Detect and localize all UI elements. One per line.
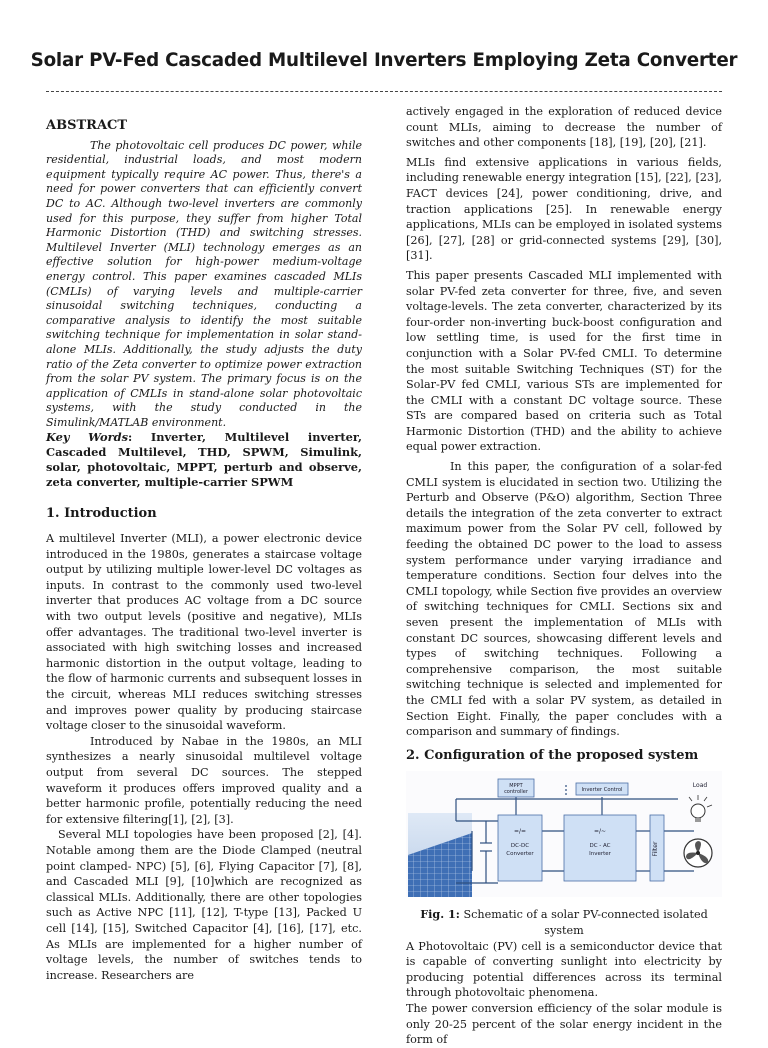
dcdc-label: DC-DC xyxy=(510,843,530,850)
intro-paragraph-7: In this paper, the configuration of a solar-fed CMLI system is elucidated in section two. Utilizing the Perturb and Observe (P&O) algorithm, Section Three details the integration of the zeta converter to extract maximum power from the Solar PV cell, followed by feeding the obtained DC power to the load to assess system performance under varying irradiance and temperature conditions. Section four delves into the CMLI topology, while Section five provides an overview of switching techniques for CMLI. Sections six and seven present the implementation of MLIs with constant DC sources, showcasing different levels and types of switching techniques. Following a comprehensive comparison, the most suitable switching technique is selected and implemented for the CMLI fed with a solar PV system, as detailed in Section Eight. Finally, the paper concludes with a comparison and summary of findings. xyxy=(406,460,722,739)
intro-paragraph-2: Introduced by Nabae in the 1980s, an MLI synthesizes a nearly sinusoidal multilevel voltage output from several DC sources. The stepped waveform it produces offers improved quality and a better harmonic profile, potentially reducing the need for extensive filtering[1], [2], [3]. xyxy=(46,734,362,826)
fan-icon xyxy=(684,839,712,867)
keywords-label: Key Words xyxy=(46,430,129,445)
section-2-paragraph-1: A Photovoltaic (PV) cell is a semiconductor device that is capable of converting sunlight into electricity by producing potential differences across its terminal through photovoltaic phenomena. xyxy=(406,939,722,1000)
load-label: Load xyxy=(692,782,708,790)
left-column xyxy=(46,104,362,983)
keywords xyxy=(46,430,362,490)
bulb-icon xyxy=(689,795,712,822)
intro-paragraph-1: A multilevel Inverter (MLI), a power electronic device introduced in the 1980s, generates a staircase voltage output by utilizing multiple lower-level DC voltages as inputs. In contrast to the commonly used two-level inverter that produces AC voltage from a DC source with two output levels (positive and negative), MLIs offer advantages. The traditional two-level inverter is associated with high switching losses and increased harmonic distortion in the output voltage, leading to the flow of harmonic currents and subsequent losses in the circuit, whereas MLI reduces switching stresses and improves power quality by producing staircase voltage closer to the sinusoidal waveform. xyxy=(46,532,362,733)
mppt-sublabel: controller xyxy=(504,789,528,796)
figure-1-caption-label: Fig. 1: xyxy=(420,907,460,922)
section-1-heading: 1. Introduction xyxy=(46,506,157,522)
schematic-svg xyxy=(406,771,722,897)
title-divider xyxy=(46,91,722,92)
inverter-control-label: Inverter Control xyxy=(581,787,623,794)
section-2-paragraph-2: The power conversion efficiency of the solar module is only 20-25 percent of the solar energy incident in the form of xyxy=(406,1001,722,1047)
abstract-text: The photovoltaic cell produces DC power, while residential, industrial loads, and most modern equipment typically require AC power. Thus, there's a need for power converters that can efficiently convert DC to AC. Although two-level inverters are commonly used for this purpose, they suffer from higher Total Harmonic Distortion (THD) and switching stresses. Multilevel Inverter (MLI) technology emerges as an effective solution for high-power medium-voltage energy control. This paper examines cascaded MLIs (CMLIs) of varying levels and multiple-carrier sinusoidal switching techniques, conducting a comparative analysis to identify the most suitable switching technique for implementation in solar stand-alone MLIs. Additionally, the study adjusts the duty ratio of the Zeta converter to optimize power extraction from the solar PV system. The primary focus is on the application of CMLIs in stand-alone solar photovoltaic systems, with the study conducted in the Simulink/MATLAB environment. xyxy=(46,138,362,429)
filter-label: Filter xyxy=(652,841,659,857)
figure-1-caption xyxy=(406,907,722,938)
dcac-sublabel: Inverter xyxy=(589,851,611,858)
figure-1-schematic xyxy=(406,771,722,897)
abstract-heading: ABSTRACT xyxy=(46,118,128,133)
intro-paragraph-4: actively engaged in the exploration of reduced device count MLIs, aiming to decrease the number of switches and other components [18], [19], [20], [21]. xyxy=(406,105,722,150)
dcac-label: DC - AC xyxy=(589,843,611,850)
right-column xyxy=(406,104,722,1048)
keywords-list: : Inverter, Multilevel inverter, Cascaded Multilevel, THD, SPWM, Simulink, solar, photovoltaic, MPPT, perturb and observe, zeta converter, multiple-carrier SPWM xyxy=(46,430,362,490)
intro-paragraph-3: Several MLI topologies have been proposed [2], [4]. Notable among them are the Diode Clamped (neutral point clamped- NPC) [5], [6], Flying Capacitor [7], [8], and Cascaded MLI [9], [10]which are recognized as classical MLIs. Additionally, there are other topologies such as Active NPC [11], [12], T-type [13], Packed U cell [14], [15], Switched Capacitor [4], [16], [17], etc. As MLIs are implemented for a higher number of voltage levels, the number of switches tends to increase. Researchers are xyxy=(46,828,362,982)
dcdc-sublabel: Converter xyxy=(506,851,534,858)
dcdc-symbol: =/= xyxy=(513,828,527,836)
intro-paragraph-6: This paper presents Cascaded MLI implemented with solar PV-fed zeta converter for three, five, and seven voltage-levels. The zeta converter, characterized by its four-order non-inverting buck-boost configuration and low settling time, is used for the first time in conjunction with a Solar PV-fed CMLI. To determine the most suitable Switching Techniques (ST) for the Solar-PV fed CMLI, various STs are implemented for the CMLI with a constant DC voltage source. These STs are compared based on criteria such as Total Harmonic Distortion (THD) and the ability to achieve equal power extraction. xyxy=(406,268,722,454)
figure-1-caption-text: Schematic of a solar PV-connected isolated system xyxy=(459,908,708,937)
intro-paragraph-5: MLIs find extensive applications in various fields, including renewable energy integration [15], [22], [23], FACT devices [24], power conditioning, drive, and traction applications [25]. In renewable energy applications, MLIs can be employed in isolated systems [26], [27], [28] or grid-connected systems [29], [30], [31]. xyxy=(406,155,722,263)
section-2-heading: 2. Configuration of the proposed system xyxy=(406,747,699,763)
mppt-label: MPPT xyxy=(509,783,523,790)
dcac-symbol: =/~ xyxy=(593,828,607,836)
paper-title: Solar PV-Fed Cascaded Multilevel Inverters Employing Zeta Converter xyxy=(30,50,738,71)
